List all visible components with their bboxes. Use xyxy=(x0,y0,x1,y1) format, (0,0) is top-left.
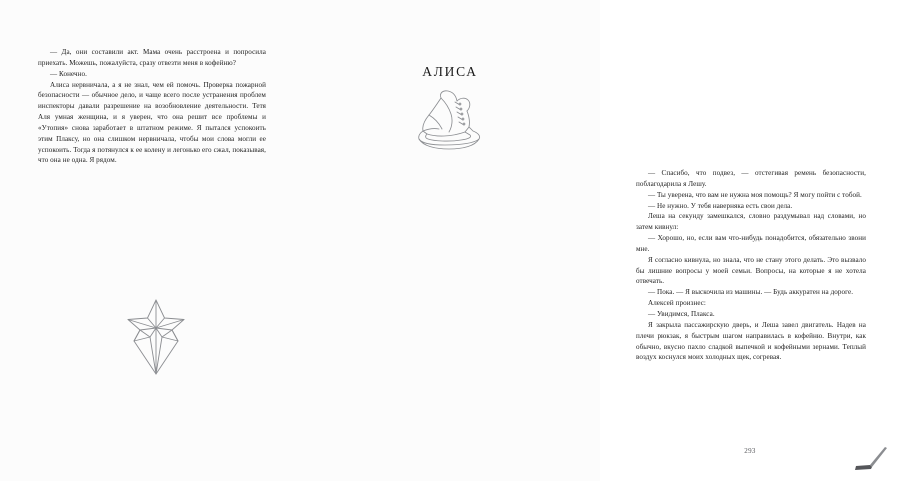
left-page-body-text xyxy=(38,47,266,166)
paragraph: — Да, они составили акт. Мама очень расстроена и попросила приехать. Можешь, пожалуйста, сразу отвезти меня в кофейню? xyxy=(38,48,266,67)
hockey-stick-ornament xyxy=(846,447,890,477)
paragraph: — Конечно. xyxy=(50,69,87,78)
paragraph: — Хорошо, но, если вам что-нибудь понадобится, обязательно звони мне. xyxy=(636,234,866,253)
paragraph: Алиса нервничала, а я не знал, чем ей помочь. Проверка пожарной безопасности — обычное дело, и чаще всего после устранения проблем инспекторы давали разрешение на возобновление деятельности. Тетя Аля умная женщина, и я уверен, что она решит все проблемы и «Утопия» снова заработает в штатном режиме. Я пытался успокоить этим Плаксу, но она слишком нервничала, чтобы мои слова могли ее успокоить. Тогда я потянулся к ее колену и легонько его сжал, показывая, что она не одна. Я рядом. xyxy=(38,80,266,165)
paragraph: — Пока. — Я выскочила из машины. — Будь аккуратен на дороге. xyxy=(648,288,854,297)
star-ornament xyxy=(112,297,200,377)
page-number: 293 xyxy=(744,447,756,455)
right-page-body-text xyxy=(636,168,866,363)
chapter-title: АЛИСА xyxy=(422,64,478,79)
paragraph: Леша на секунду замешкался, словно раздумывал над словами, но затем кивнул: xyxy=(636,212,866,232)
left-page xyxy=(0,0,300,481)
paragraph: Я закрыла пассажирскую дверь, и Леша завел двигатель. Надев на плечи рюкзак, я быстрым шагом направилась в кофейню. Внутри, как обычно, вкусно пахло сладкой выпечкой и кофейными зернами. Теплый воздух коснулся моих холодных щек, согревая. xyxy=(636,320,866,362)
ice-skate-ornament xyxy=(403,88,497,154)
paragraph: — Ты уверена, что вам не нужна моя помощь? Я могу пойти с тобой. xyxy=(648,190,862,199)
paragraph: Я согласно кивнула, но знала, что не стану этого делать. Это вызвало бы лишние вопросы у моей семьи. Вопросы, на которые я не хотела отвечать. xyxy=(636,255,866,286)
paragraph: — Не нужно. У тебя наверняка есть свои дела. xyxy=(648,201,793,210)
right-page xyxy=(300,0,866,481)
paragraph: — Спасибо, что подвез, — отстегивая ремень безопасности, поблагодарила я Лешу. xyxy=(636,169,866,188)
paragraph: Алексей произнес: xyxy=(648,299,706,308)
paragraph: — Увидимся, Плакса. xyxy=(648,309,715,318)
